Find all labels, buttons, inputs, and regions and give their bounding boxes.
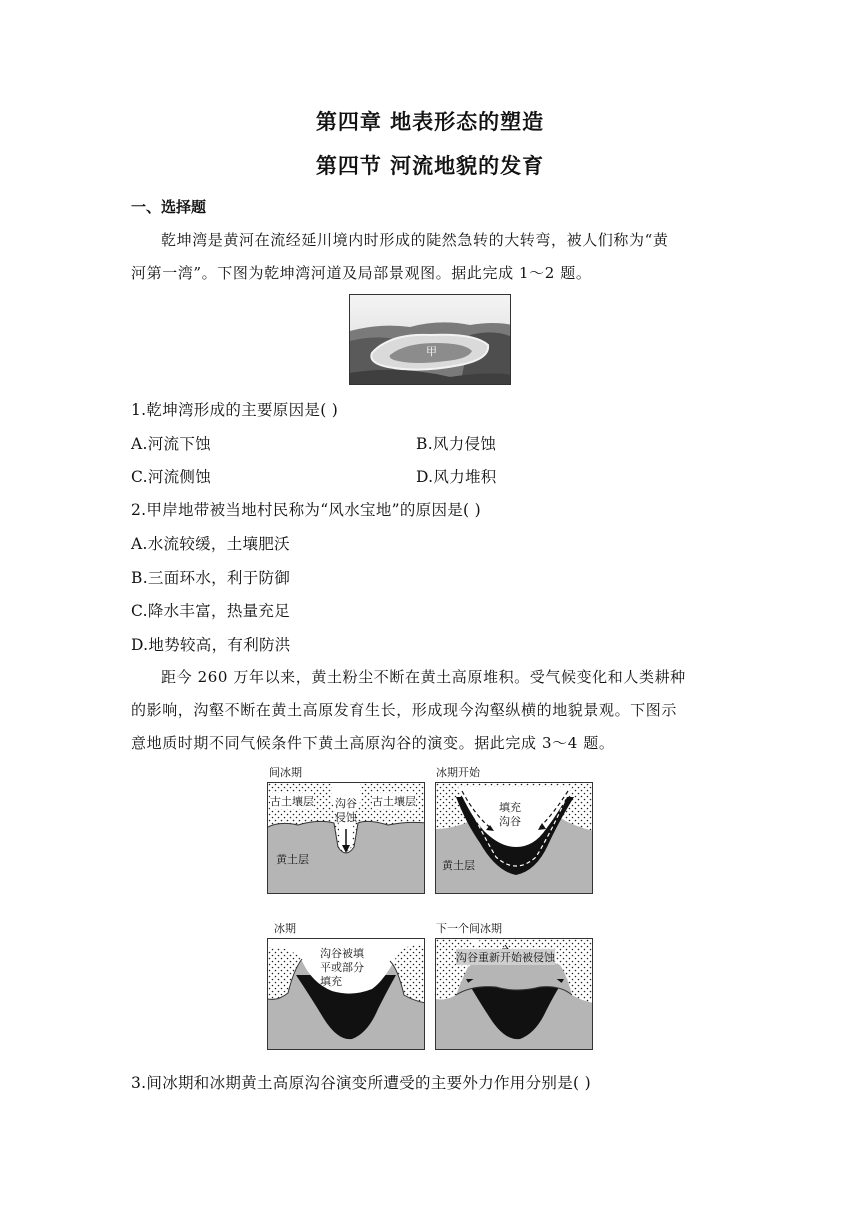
panel3-line1: 沟谷被填 <box>320 947 364 960</box>
photo-label-jia: 甲 <box>426 345 437 358</box>
panel1-left-layer: 古土壤层 <box>270 795 314 808</box>
photo-illustration <box>350 295 511 385</box>
passage-1-line-2: 河第一湾”。下图为乾坤湾河道及局部景观图。据此完成 1～2 题。 <box>131 264 592 282</box>
panel1-right-layer: 古土壤层 <box>372 795 416 808</box>
panel2-caption: 冰期开始 <box>436 766 480 779</box>
panel2-fill-line2: 沟谷 <box>499 815 521 828</box>
panel1-loess: 黄土层 <box>276 853 309 866</box>
passage-2-line-3: 意地质时期不同气候条件下黄土高原沟谷的演变。据此完成 3～4 题。 <box>131 734 615 752</box>
panel3-line2: 平或部分 <box>320 961 364 974</box>
panel2-fill-line1: 填充 <box>499 801 521 814</box>
panel2-loess: 黄土层 <box>442 859 475 872</box>
panel1-valley-line1: 沟谷 <box>335 797 357 810</box>
q1-option-a: A.河流下蚀 <box>131 435 211 453</box>
panel3-line3: 填充 <box>320 975 342 988</box>
q2-option-d: D.地势较高，有利防洪 <box>131 636 291 654</box>
q1-stem: 1.乾坤湾形成的主要原因是( ) <box>131 401 339 419</box>
panel3-caption: 冰期 <box>274 922 296 935</box>
q1-option-d: D.风力堆积 <box>416 468 497 486</box>
q2-option-c: C.降水丰富，热量充足 <box>131 602 291 620</box>
passage-2-line-1: 距今 260 万年以来，黄土粉尘不断在黄土高原堆积。受气候变化和人类耕种 <box>161 668 686 686</box>
q1-option-c: C.河流侧蚀 <box>131 468 212 486</box>
section-title: 第四节 河流地貌的发育 <box>315 154 545 178</box>
panel-next-interglacial <box>435 938 593 1050</box>
passage-2 <box>131 661 759 760</box>
passage-1-line-1: 乾坤湾是黄河在流经延川境内时形成的陡然急转的大转弯，被人们称为“黄 <box>161 231 669 249</box>
q3-stem: 3.间冰期和冰期黄土高原沟谷演变所遭受的主要外力作用分别是( ) <box>131 1074 591 1092</box>
chapter-title: 第四章 地表形态的塑造 <box>315 110 545 134</box>
panel1-caption: 间冰期 <box>269 766 302 779</box>
panel-glacial-start <box>435 782 593 894</box>
qiankun-bend-photo <box>349 294 511 385</box>
panel-interglacial <box>267 782 425 894</box>
q1-option-b: B.风力侵蚀 <box>416 435 497 453</box>
passage-1 <box>131 224 759 290</box>
valley-evolution-diagram <box>265 764 595 1064</box>
panel4-line1: 沟谷重新开始被侵蚀 <box>456 951 555 964</box>
panel1-valley-line2: 侵蚀 <box>335 811 357 824</box>
q2-stem: 2.甲岸地带被当地村民称为“风水宝地”的原因是( ) <box>131 501 481 519</box>
q2-option-b: B.三面环水，利于防御 <box>131 569 291 587</box>
panel4-caption: 下一个间冰期 <box>436 922 502 935</box>
passage-2-line-2: 的影响，沟壑不断在黄土高原发育生长，形成现今沟壑纵横的地貌景观。下图示 <box>131 701 678 719</box>
panel-glacial <box>267 938 425 1050</box>
q2-option-a: A.水流较缓，土壤肥沃 <box>131 535 290 553</box>
part-heading: 一、选择题 <box>131 198 207 216</box>
